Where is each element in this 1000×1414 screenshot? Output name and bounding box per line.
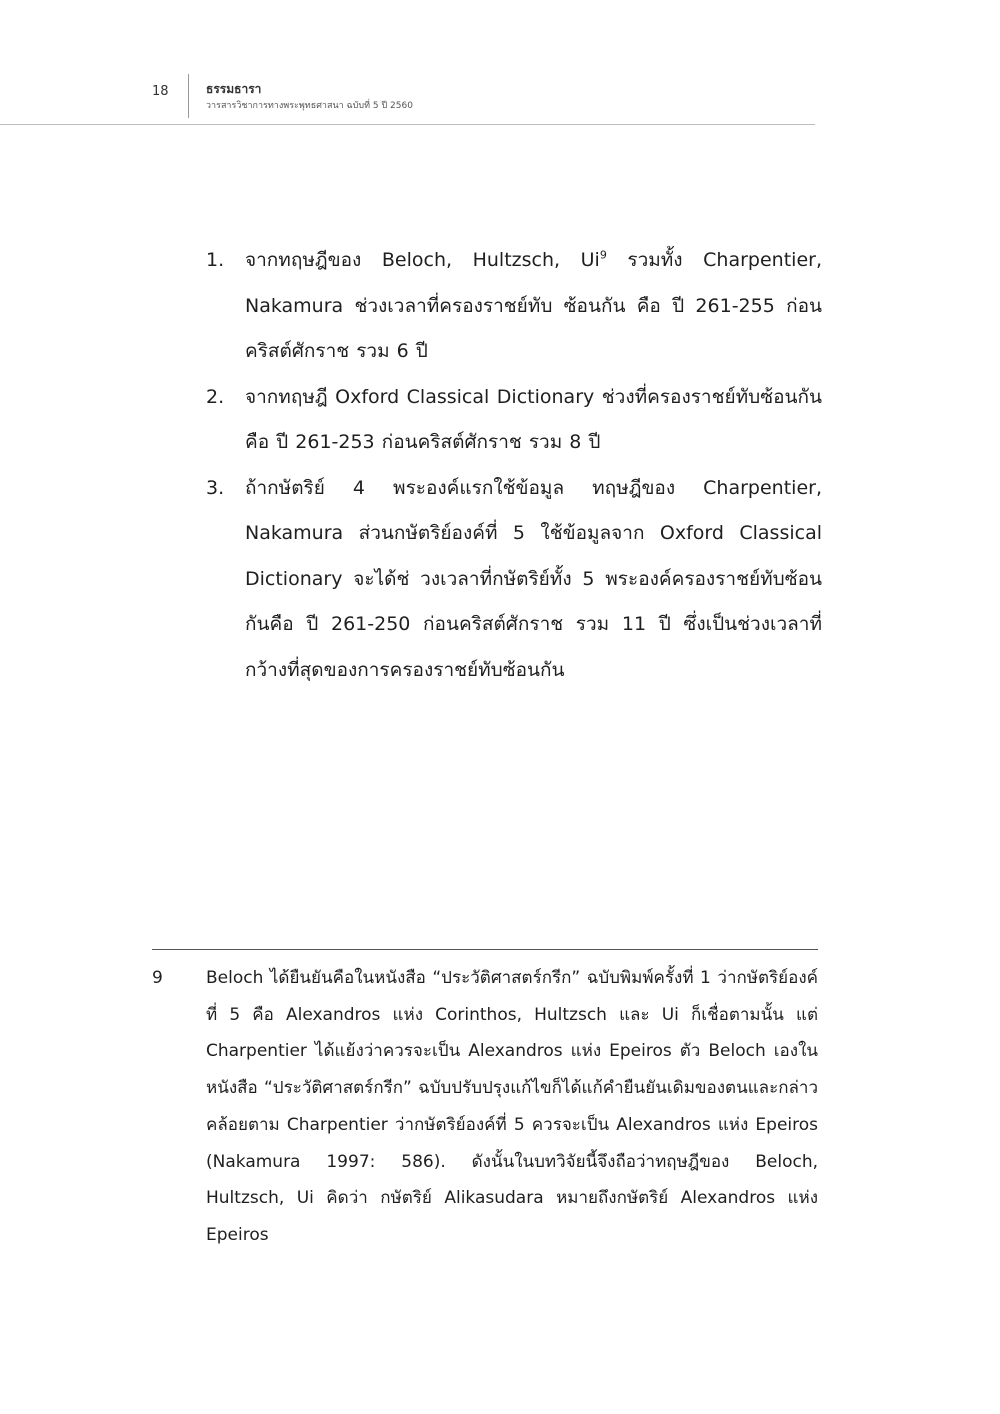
footnote-rule <box>152 949 818 950</box>
journal-title: ธรรมธารา <box>206 82 262 96</box>
footnote-text: Beloch ได้ยืนยันคือในหนังสือ “ประวัติศาสตร์กรีก” ฉบับพิมพ์ครั้งที่ 1 ว่ากษัตริย์องค์ที่ 5 คือ Alexandros แห่ง Corinthos, Hultzsch และ Ui ก็เชื่อตามนั้น แต่ Charpentier ได้แย้งว่าควรจะเป็น Alexandros แห่ง Epeiros ตัว Beloch เองในหนังสือ “ประวัติศาสตร์กรีก” ฉบับปรับปรุงแก้ไขก็ได้แก้คำยืนยันเดิมของตนและกล่าวคล้อยตาม Charpentier ว่ากษัตริย์องค์ที่ 5 ควรจะเป็น Alexandros แห่ง Epeiros (Nakamura 1997: 586). ดังนั้นในบทวิจัยนี้จึงถือว่าทฤษฎีของ Beloch, Hultzsch, Ui คิดว่า กษัตริย์ Alikasudara หมายถึงกษัตริย์ Alexandros แห่ง Epeiros <box>206 968 818 1245</box>
list-item-text-part: รวมทั้ง Charpentier, Nakamura ช่วงเวลาที่ครองราชย์ทับ ซ้อนกัน คือ ปี 261-255 ก่อนคริสต์ศักราช รวม 6 ปี <box>245 249 822 362</box>
list-item-number: 3. <box>206 476 225 499</box>
list-item-text <box>245 238 822 375</box>
footnote-reference[interactable]: 9 <box>599 248 607 262</box>
journal-subtitle: วารสารวิชาการทางพระพุทธศาสนา ฉบับที่ 5 ปี 2560 <box>206 101 413 111</box>
numbered-list <box>206 238 822 693</box>
list-item <box>206 238 822 375</box>
list-item <box>206 375 822 466</box>
header-rule <box>0 124 815 125</box>
footnote <box>152 960 818 1254</box>
list-item-text: จากทฤษฎี Oxford Classical Dictionary ช่วงที่ครองราชย์ทับซ้อนกันคือ ปี 261-253 ก่อนคริสต์ศักราช รวม 8 ปี <box>245 385 822 453</box>
list-item-text-part: จากทฤษฎีของ Beloch, Hultzsch, Ui <box>245 249 600 271</box>
list-item-number: 1. <box>206 249 225 271</box>
list-item-number: 2. <box>206 385 225 408</box>
header-vertical-divider <box>188 74 189 118</box>
list-item <box>206 466 822 694</box>
page-number: 18 <box>152 84 169 99</box>
footnote-number: 9 <box>152 968 163 988</box>
list-item-text: ถ้ากษัตริย์ 4 พระองค์แรกใช้ข้อมูล ทฤษฎีของ Charpentier, Nakamura ส่วนกษัตริย์องค์ที่ 5 ใช้ข้อมูลจาก Oxford Classical Dictionary จะได้ช่ วงเวลาที่กษัตริย์ทั้ง 5 พระองค์ครองราชย์ทับซ้อนกันคือ ปี 261-250 ก่อนคริสต์ศักราช รวม 11 ปี ซึ่งเป็นช่วงเวลาที่กว้างที่สุดของการครองราชย์ทับซ้อนกัน <box>245 476 822 681</box>
